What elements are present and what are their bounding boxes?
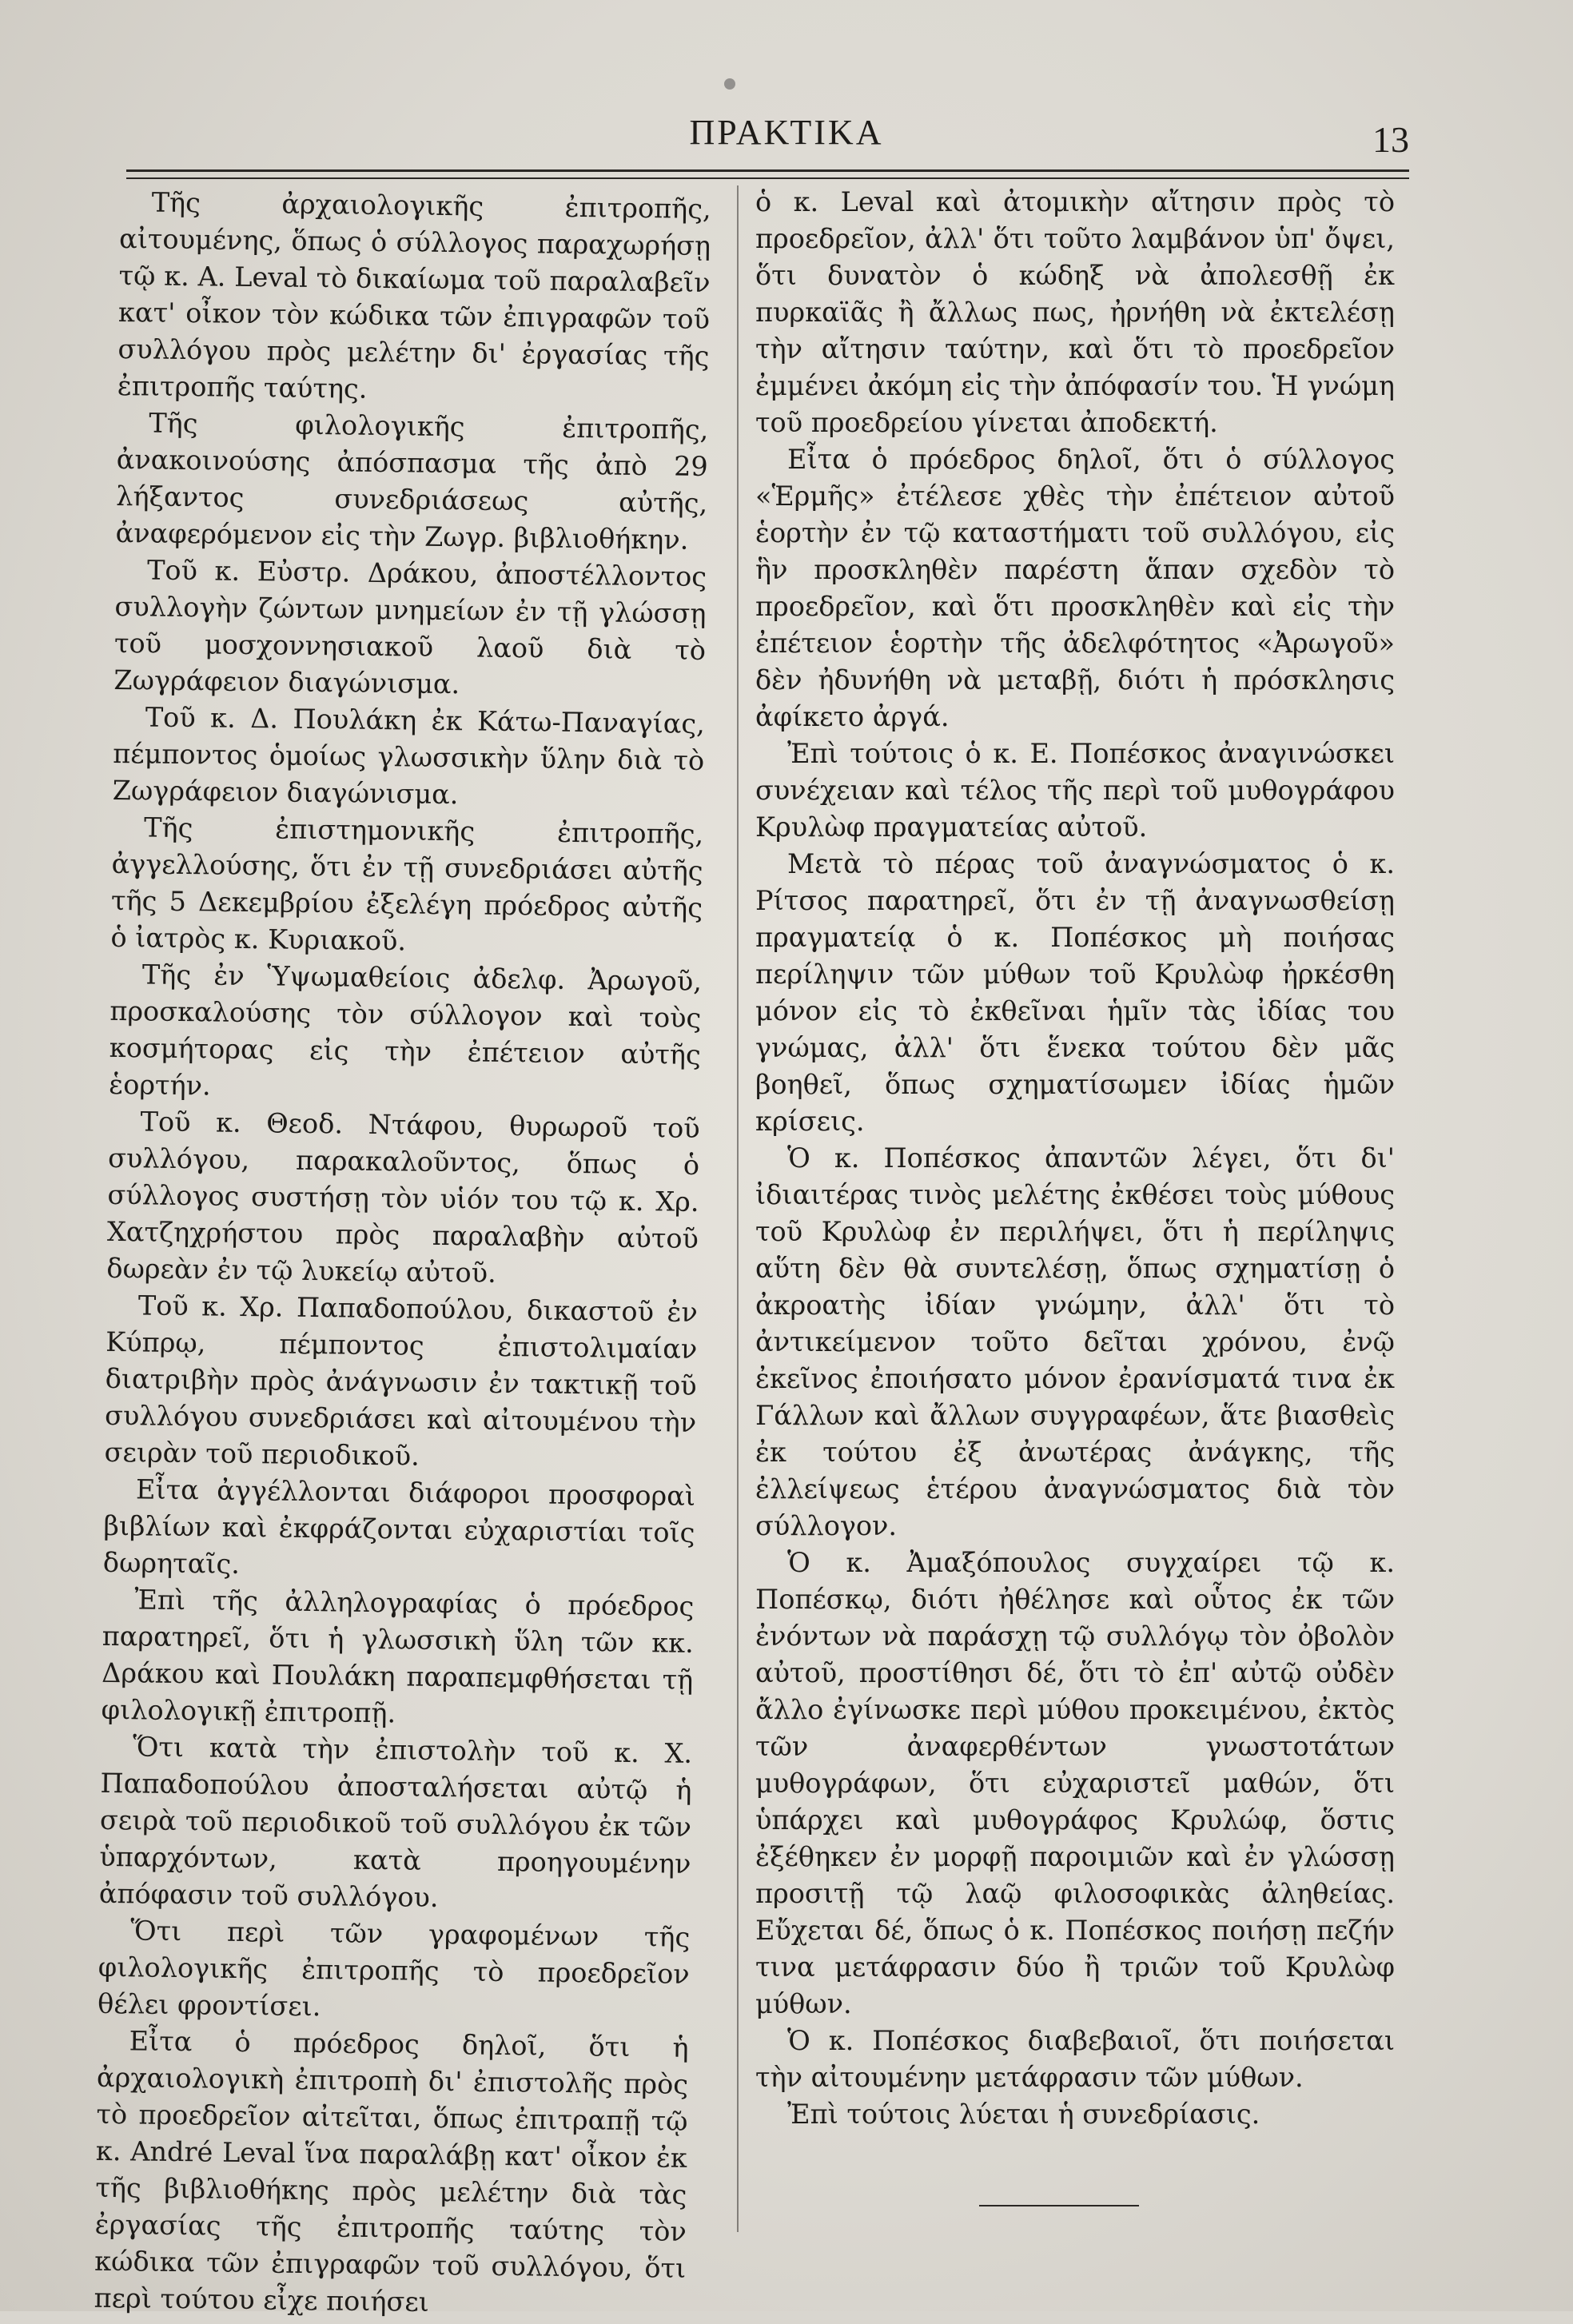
right-column-paragraph: Ἐπὶ τούτοις λύεται ἡ συνεδρίασις. — [787, 2099, 1260, 2130]
right-column-paragraph: Εἶτα ὁ πρόεδρος δηλοῖ, ὅτι ὁ σύλλογος «Ἑρμῆς» ἐτέλεσε χθὲς τὴν ἐπέτειον αὐτοῦ ἑορτὴν ἐν τῷ καταστήματι τοῦ συλλόγου, εἰς ἣν προσκληθὲν παρέστη ἅπαν σχεδὸν τὸ προεδρεῖον, καὶ ὅτι προσκληθὲν καὶ εἰς τὴν ἐπέτειον ἑορτὴν τῆς ἀδελφότητος «Ἀρωγοῦ» δὲν ἠδυνήθη νὰ μεταβῇ, διότι ἡ πρόσκλησις ἀφίκετο ἀργά. — [755, 444, 1395, 732]
left-column-paragraph: Τοῦ κ. Χρ. Παπαδοπούλου, δικαστοῦ ἐν Κύπρῳ, πέμποντος ἐπιστολιμαίαν διατριβὴν πρὸς ἀνάγνωσιν ἐν τακτικῇ τοῦ συλλόγου συνεδριάσει καὶ αἰτουμένου τὴν σειρὰν τοῦ περιοδικοῦ. — [104, 1290, 699, 1472]
right-column-paragraph: Ἐπὶ τούτοις ὁ κ. Ε. Ποπέσκος ἀναγινώσκει συνέχειαν καὶ τέλος τῆς περὶ τοῦ μυθογράφου Κρυλὼφ πραγματείας αὐτοῦ. — [755, 738, 1395, 843]
left-column-paragraph: Τοῦ κ. Θεοδ. Ντάφου, θυρωροῦ τοῦ συλλόγου, παρακαλοῦντος, ὅπως ὁ σύλλογος συστήσῃ τὸν υἱόν του τῷ κ. Χρ. Χατζηχρήστου πρὸς παραλαβὴν αὐτοῦ δωρεὰν ἐν τῷ λυκείῳ αὐτοῦ. — [106, 1106, 700, 1289]
ink-spot — [724, 78, 735, 90]
left-column-paragraph: Εἶτα ἀγγέλλονται διάφοροι προσφοραὶ βιβλίων καὶ ἐκφράζονται εὐχαριστίαι τοῖς δωρηταῖς. — [102, 1473, 696, 1580]
right-column-paragraph: Ὁ κ. Ποπέσκος διαβεβαιοῖ, ὅτι ποιήσεται τὴν αἰτουμένην μετάφρασιν τῶν μύθων. — [755, 2025, 1395, 2093]
left-column-paragraph: Τῆς ἐπιστημονικῆς ἐπιτροπῆς, ἀγγελλούσης, ὅτι ἐν τῇ συνεδριάσει αὐτῆς τῆς 5 Δεκεμβρίου ἐξελέγη πρόεδρος αὐτῆς ὁ ἰατρὸς κ. Κυριακοῦ. — [110, 811, 704, 957]
left-column-paragraph: Εἶτα ὁ πρόεδρος δηλοῖ, ὅτι ἡ ἀρχαιολογικὴ ἐπιτροπὴ δι' ἐπιστολῆς πρὸς τὸ προεδρεῖον αἰτεῖται, ὅπως ἐπιτραπῇ τῷ κ. André Leval ἵνα παραλάβῃ κατ' οἶκον ἐκ τῆς βιβλιοθήκης πρὸς μελέτην διὰ τὰς ἐργασίας τῆς ἐπιτροπῆς ταύτης τὸν κώδικα τῶν ἐπιγραφῶν τοῦ συλλόγου, ὅτι περὶ τούτου εἶχε ποιήσει — [94, 2025, 689, 2318]
header-rule — [126, 169, 1409, 172]
column-divider — [737, 185, 739, 2232]
left-column-paragraph: Ὅτι περὶ τῶν γραφομένων τῆς φιλολογικῆς ἐπιτροπῆς τὸ προεδρεῖον θέλει φροντίσει. — [97, 1915, 691, 2023]
right-column-paragraph: ὁ κ. Leval καὶ ἀτομικὴν αἴτησιν πρὸς τὸ προεδρεῖον, ἀλλ' ὅτι τοῦτο λαμβάνον ὑπ' ὄψει, ὅτι δυνατὸν ὁ κώδηξ νὰ ἀπολεσθῇ ἐκ πυρκαϊᾶς ἢ ἄλλως πως, ἠρνήθη νὰ ἐκτελέσῃ τὴν αἴτησιν ταύτην, καὶ ὅτι τὸ προεδρεῖον ἐμμένει ἀκόμη εἰς τὴν ἀπόφασίν του. Ἡ γνώμη τοῦ προεδρείου γίνεται ἀποδεκτή. — [755, 186, 1395, 438]
left-column-paragraph: Ἐπὶ τῆς ἀλληλογραφίας ὁ πρόεδρος παρατηρεῖ, ὅτι ἡ γλωσσικὴ ὕλη τῶν κκ. Δράκου καὶ Πουλάκη παραπεμφθήσεται τῇ φιλολογικῇ ἐπιτροπῇ. — [101, 1584, 695, 1729]
right-column — [755, 184, 1395, 2133]
left-column-paragraph: Τοῦ κ. Εὐστρ. Δράκου, ἀποστέλλοντος συλλογὴν ζώντων μνημείων ἐν τῇ γλώσσῃ τοῦ μοσχοννησιακοῦ λαοῦ διὰ τὸ Ζωγράφειον διαγώνισμα. — [113, 554, 707, 700]
left-column-paragraph: Τῆς ἐν Ὑψωμαθείοις ἀδελφ. Ἀρωγοῦ, προσκαλούσης τὸν σύλλογον καὶ τοὺς κοσμήτορας εἰς τὴν ἐπέτειον αὐτῆς ἑορτήν. — [108, 959, 703, 1102]
left-column-paragraph: Τῆς φιλολογικῆς ἐπιτροπῆς, ἀνακοινούσης ἀπόσπασμα τῆς ἀπὸ 29 λήξαντος συνεδριάσεως αὐτῆς, ἀναφερόμενον εἰς τὴν Ζωγρ. βιβλιοθήκην. — [115, 407, 709, 556]
right-column-paragraph: Ὁ κ. Ποπέσκος ἀπαντῶν λέγει, ὅτι δι' ἰδιαιτέρας τινὸς μελέτης ἐκθέσει τοὺς μύθους τοῦ Κρυλὼφ ἐν περιλήψει, ὅτι ἡ περίληψις αὕτη δὲν θὰ συντελέσῃ, ὅπως σχηματίσῃ ὁ ἀκροατὴς ἰδίαν γνώμην, ἀλλ' ὅτι τὸ ἀντικείμενον τοῦτο δεῖται χρόνου, ἐνῷ ἐκεῖνος ἐποιήσατο μόνον ἐρανίσματά τινα ἐκ Γάλλων καὶ ἄλλων συγγραφέων, ἅτε βιασθεὶς ἐκ τούτου ἐξ ἀνωτέρας ἀνάγκης, τῆς ἐλλείψεως ἑτέρου ἀναγνώσματος διὰ τὸν σύλλογον. — [755, 1142, 1395, 1541]
running-header: ΠΡΑΚΤΙΚΑ — [689, 113, 884, 152]
left-column-paragraph: Ὅτι κατὰ τὴν ἐπιστολὴν τοῦ κ. Χ. Παπαδοπούλου ἀποσταλήσεται αὐτῷ ἡ σειρὰ τοῦ περιοδικοῦ τοῦ συλλόγου ἐκ τῶν ὑπαρχόντων, κατὰ προηγουμένην ἀπόφασιν τοῦ συλλόγου. — [98, 1731, 693, 1914]
end-rule — [979, 2205, 1139, 2206]
left-column-paragraph: Τοῦ κ. Δ. Πουλάκη ἐκ Κάτω-Παναγίας, πέμποντος ὁμοίως γλωσσικὴν ὕλην διὰ τὸ Ζωγράφειον διαγώνισμα. — [112, 701, 706, 811]
right-column-paragraph: Μετὰ τὸ πέρας τοῦ ἀναγνώσματος ὁ κ. Ρίτσος παρατηρεῖ, ὅτι ἐν τῇ ἀναγνωσθείσῃ πραγματείᾳ ὁ κ. Ποπέσκος μὴ ποιήσας περίληψιν τῶν μύθων τοῦ Κρυλὼφ ἠρκέσθη μόνον εἰς τὸ ἐκθεῖναι ἡμῖν τὰς ἰδίας του γνώμας, ἀλλ' ὅτι ἕνεκα τούτου δὲν μᾶς βοηθεῖ, ὅπως σχηματίσωμεν ἰδίας ἡμῶν κρίσεις. — [755, 848, 1395, 1137]
left-column — [94, 184, 711, 2324]
right-column-paragraph: Ὁ κ. Ἀμαξόπουλος συγχαίρει τῷ κ. Ποπέσκῳ, διότι ἠθέλησε καὶ οὗτος ἐκ τῶν ἐνόντων νὰ παράσχῃ τῷ συλλόγῳ τὸν ὀβολὸν αὐτοῦ, προστίθησι δέ, ὅτι τὸ ἐπ' αὐτῷ οὐδὲν ἄλλο ἐγίνωσκε περὶ μύθου προκειμένου, ἐκτὸς τῶν ἀναφερθέντων γνωστοτάτων μυθογράφων, ὅτι εὐχαριστεῖ μαθών, ὅτι ὑπάρχει καὶ μυθογράφος Κρυλώφ, ὅστις ἐξέθηκεν ἐν μορφῇ παροιμιῶν καὶ ἐν γλώσσῃ προσιτῇ τῷ λαῷ φιλοσοφικὰς ἀληθείας. Εὔχεται δέ, ὅπως ὁ κ. Ποπέσκος ποιήσῃ πεζήν τινα μετάφρασιν δύο ἢ τριῶν τοῦ Κρυλὼφ μύθων. — [755, 1547, 1395, 2019]
page-number: 13 — [1372, 119, 1409, 160]
header-rule-thin — [126, 177, 1409, 179]
left-column-paragraph: Τῆς ἀρχαιολογικῆς ἐπιτροπῆς, αἰτουμένης, ὅπως ὁ σύλλογος παραχωρήσῃ τῷ κ. Α. Leval τὸ δικαίωμα τοῦ παραλαβεῖν κατ' οἶκον τὸν κώδικα τῶν ἐπιγραφῶν τοῦ συλλόγου πρὸς μελέτην δι' ἐργασίας τῆς ἐπιτροπῆς ταύτης. — [117, 186, 711, 405]
